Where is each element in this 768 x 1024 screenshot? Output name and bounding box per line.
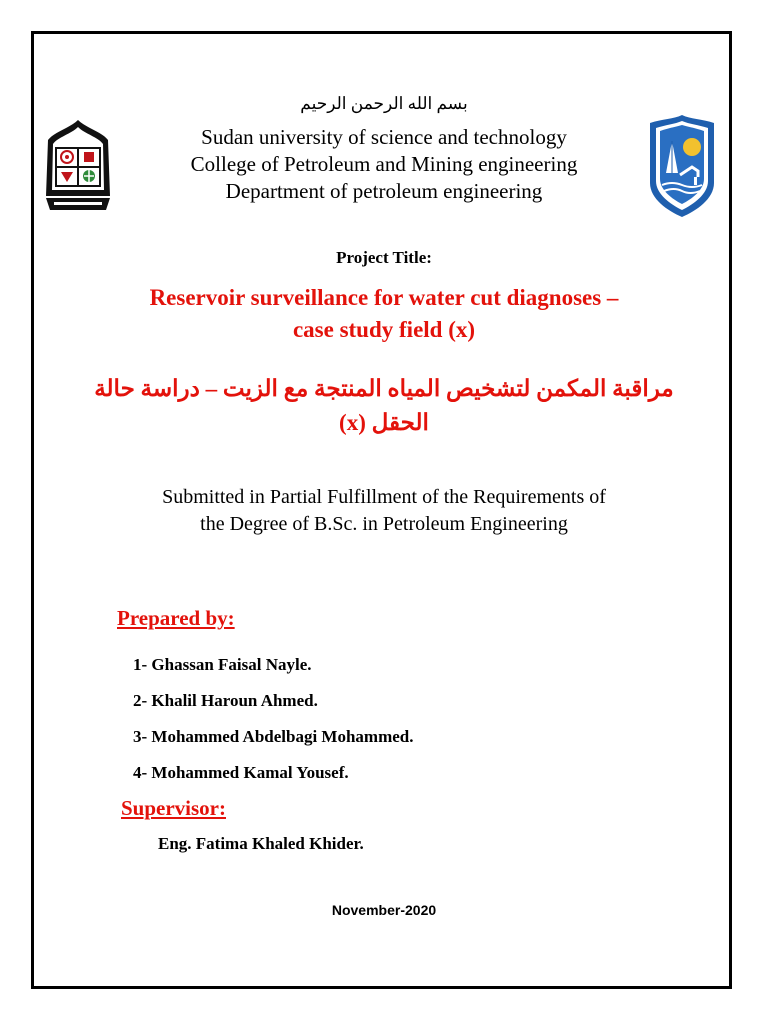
submission-date: November-2020: [331, 902, 437, 918]
project-title-english-line1: Reservoir surveillance for water cut diagnoses –: [149, 285, 619, 310]
project-title-arabic: [0, 372, 768, 440]
prepared-by-heading: Prepared by:: [117, 606, 235, 630]
project-title-arabic-line2: الحقل (x): [339, 410, 429, 435]
project-title-arabic-line1: مراقبة المكمن لتشخيص المياه المنتجة مع الزيت – دراسة حالة: [94, 376, 674, 401]
basmala: بسم الله الرحمن الرحيم: [300, 94, 468, 113]
project-title-english: [0, 282, 768, 346]
submission-statement: [0, 484, 768, 538]
student-name: 4- Mohammed Kamal Yousef.: [133, 763, 349, 782]
student-name: 1- Ghassan Faisal Nayle.: [133, 655, 312, 674]
department-name: Department of petroleum engineering: [225, 179, 543, 203]
supervisor-name: Eng. Fatima Khaled Khider.: [158, 834, 364, 853]
student-name: 2- Khalil Haroun Ahmed.: [133, 691, 318, 710]
student-name: 3- Mohammed Abdelbagi Mohammed.: [133, 727, 414, 746]
submission-line1: Submitted in Partial Fulfillment of the Requirements of: [162, 486, 606, 508]
university-name: Sudan university of science and technology: [201, 125, 567, 149]
submission-line2: the Degree of B.Sc. in Petroleum Engineering: [200, 513, 568, 535]
supervisor-heading: Supervisor:: [121, 796, 226, 820]
college-name: College of Petroleum and Mining engineering: [190, 152, 578, 176]
project-title-label: Project Title:: [336, 248, 432, 267]
project-title-english-line2: case study field (x): [292, 317, 476, 342]
